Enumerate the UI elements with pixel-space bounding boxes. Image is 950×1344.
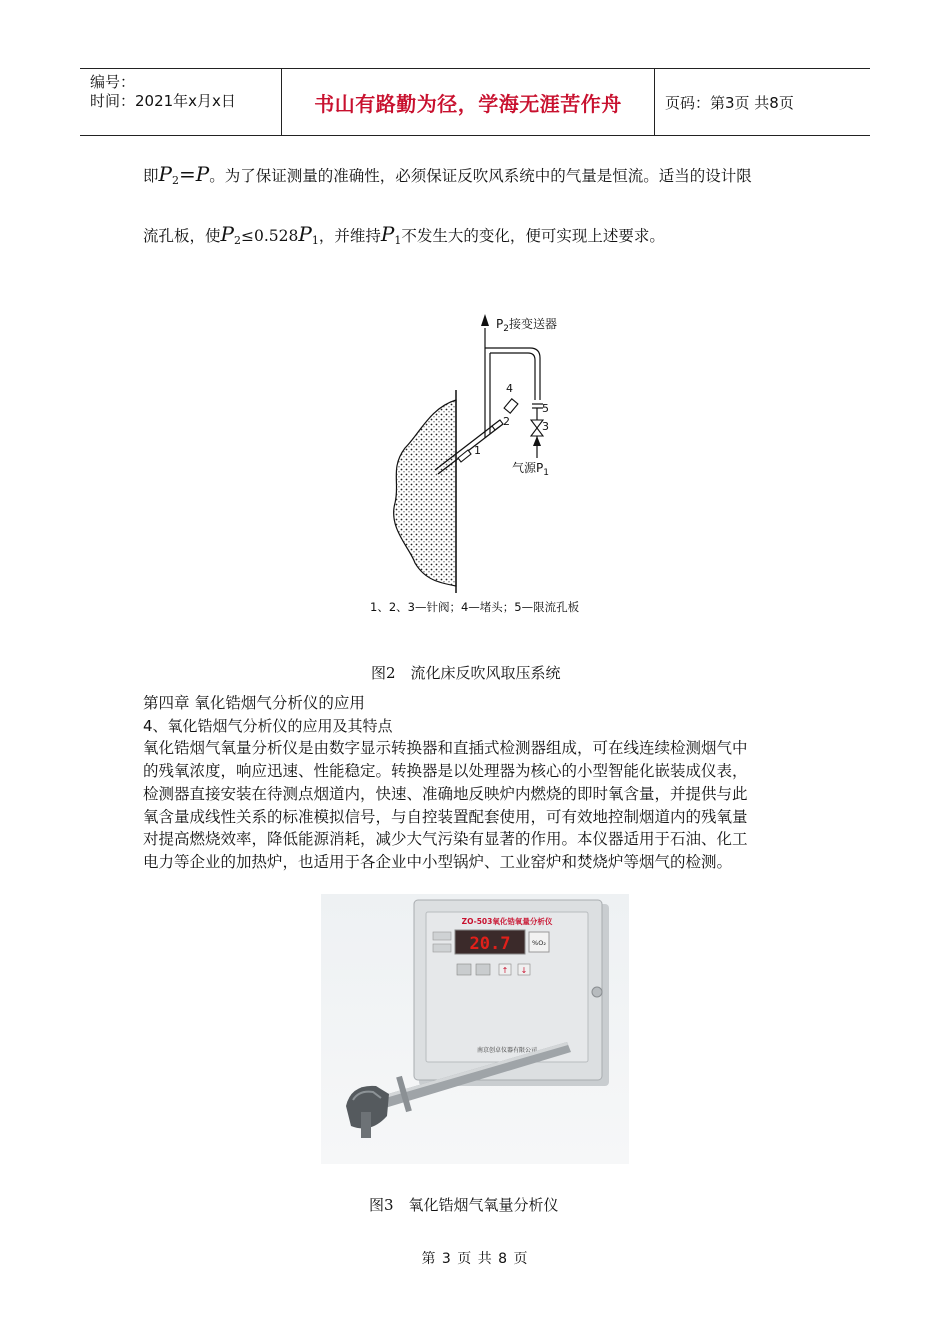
body-text xyxy=(143,692,813,874)
latch-knob xyxy=(592,987,602,997)
para2-mid: ，并维持 xyxy=(318,227,381,245)
section-heading: 4、氧化锆烟气分析仪的应用及其特点 xyxy=(143,716,393,735)
relation: ≤0.528 xyxy=(240,227,299,245)
indicator-light xyxy=(433,932,451,940)
unit-label: %O₂ xyxy=(532,939,546,947)
indicator-light xyxy=(433,944,451,952)
body-line: 检测器直接安装在待测点烟道内，快速、准确地反映炉内燃烧的即时氧含量，并提供与此 xyxy=(143,784,748,803)
symbol-p: P xyxy=(195,162,210,186)
maker-label: 南京创卓仪器有限公司 xyxy=(476,1047,538,1054)
arrow-up-icon: ↑ xyxy=(501,966,509,975)
figure2-diagram xyxy=(370,308,615,618)
equals-sign: = xyxy=(178,162,196,186)
page-info: 页码：第3页 共8页 xyxy=(665,93,794,112)
figure2-caption: 图2 流化床反吹风取压系统 xyxy=(371,664,561,682)
symbol-p: P xyxy=(158,162,172,186)
device-title: ZO-503氧化锆氧量分析仪 xyxy=(461,917,553,926)
paragraph-1 xyxy=(143,162,752,187)
needle-valve-1 xyxy=(458,450,471,462)
analyzer-photo xyxy=(321,894,629,1164)
para1-prefix: 即 xyxy=(143,167,159,185)
arrow-down-icon: ↓ xyxy=(520,966,528,975)
arrow-up-icon xyxy=(481,314,489,326)
subscript: 1 xyxy=(311,234,319,247)
time-label: 时间：2021年x月x日 xyxy=(90,92,236,110)
symbol-p: P xyxy=(298,222,312,246)
body-line: 氧含量成线性关系的标准模拟信号，与自控装置配套使用，可有效地控制烟道内的残氧量 xyxy=(143,807,748,826)
arrow-up-icon xyxy=(533,436,541,446)
para1-text: 。为了保证测量的准确性，必须保证反吹风系统中的气量是恒流。适当的设计限 xyxy=(209,167,752,185)
figure3-caption: 图3 氧化锆烟气氧量分析仪 xyxy=(369,1196,559,1214)
header-page-cell xyxy=(655,69,870,135)
function-button[interactable] xyxy=(457,964,471,975)
subscript: 2 xyxy=(171,174,179,187)
symbol-p: P xyxy=(380,222,395,246)
paragraph-2 xyxy=(143,222,665,247)
label-p2: $P_2$接变送器 xyxy=(496,317,557,334)
chapter-heading: 第四章 氧化锆烟气分析仪的应用 xyxy=(143,694,365,712)
display-value: 20.7 xyxy=(469,934,511,954)
para2-prefix: 流孔板，使 xyxy=(143,227,221,245)
body-line: 氧化锆烟气氧量分析仪是由数字显示转换器和直插式检测器组成，可在线连续检测烟气中 xyxy=(143,739,748,758)
needle-valve-2 xyxy=(492,420,503,430)
label-4: 4 xyxy=(506,382,513,395)
label-1: 1 xyxy=(474,444,481,457)
body-line: 对提高燃烧效率，降低能源消耗，减少大气污染有显著的作用。本仪器适用于石油、化工 xyxy=(143,830,748,849)
header-left-cell xyxy=(80,69,281,135)
body-line: 电力等企业的加热炉，也适用于各企业中小型锅炉、工业窑炉和焚烧炉等烟气的检测。 xyxy=(143,852,733,871)
label-2: 2 xyxy=(503,415,510,428)
header-motto-cell xyxy=(281,69,655,135)
subscript: 1 xyxy=(394,234,402,247)
analyzer-illustration xyxy=(321,894,629,1164)
page-footer: 第 3 页 共 8 页 xyxy=(421,1251,529,1267)
label-3: 3 xyxy=(542,420,549,433)
label-gas-source: 气源$P_1$ xyxy=(512,461,549,478)
para2-text: 不发生大的变化，便可实现上述要求。 xyxy=(401,227,665,245)
header-table xyxy=(80,68,870,136)
plug-4 xyxy=(504,399,518,413)
number-label: 编号： xyxy=(90,73,136,91)
symbol-p: P xyxy=(220,222,234,246)
subscript: 2 xyxy=(233,234,241,247)
body-line: 的残氧浓度，响应迅速、性能稳定。转换器是以处理器为核心的小型智能化嵌装成仪表， xyxy=(143,762,748,781)
cable-gland xyxy=(361,1112,371,1138)
function-button[interactable] xyxy=(476,964,490,975)
figure2-legend: 1、2、3—针阀；4—堵头；5—限流孔板 xyxy=(370,600,580,614)
motto-text: 书山有路勤为径，学海无涯苦作舟 xyxy=(314,91,622,116)
bed-material-area xyxy=(394,400,456,586)
label-5: 5 xyxy=(542,402,549,415)
